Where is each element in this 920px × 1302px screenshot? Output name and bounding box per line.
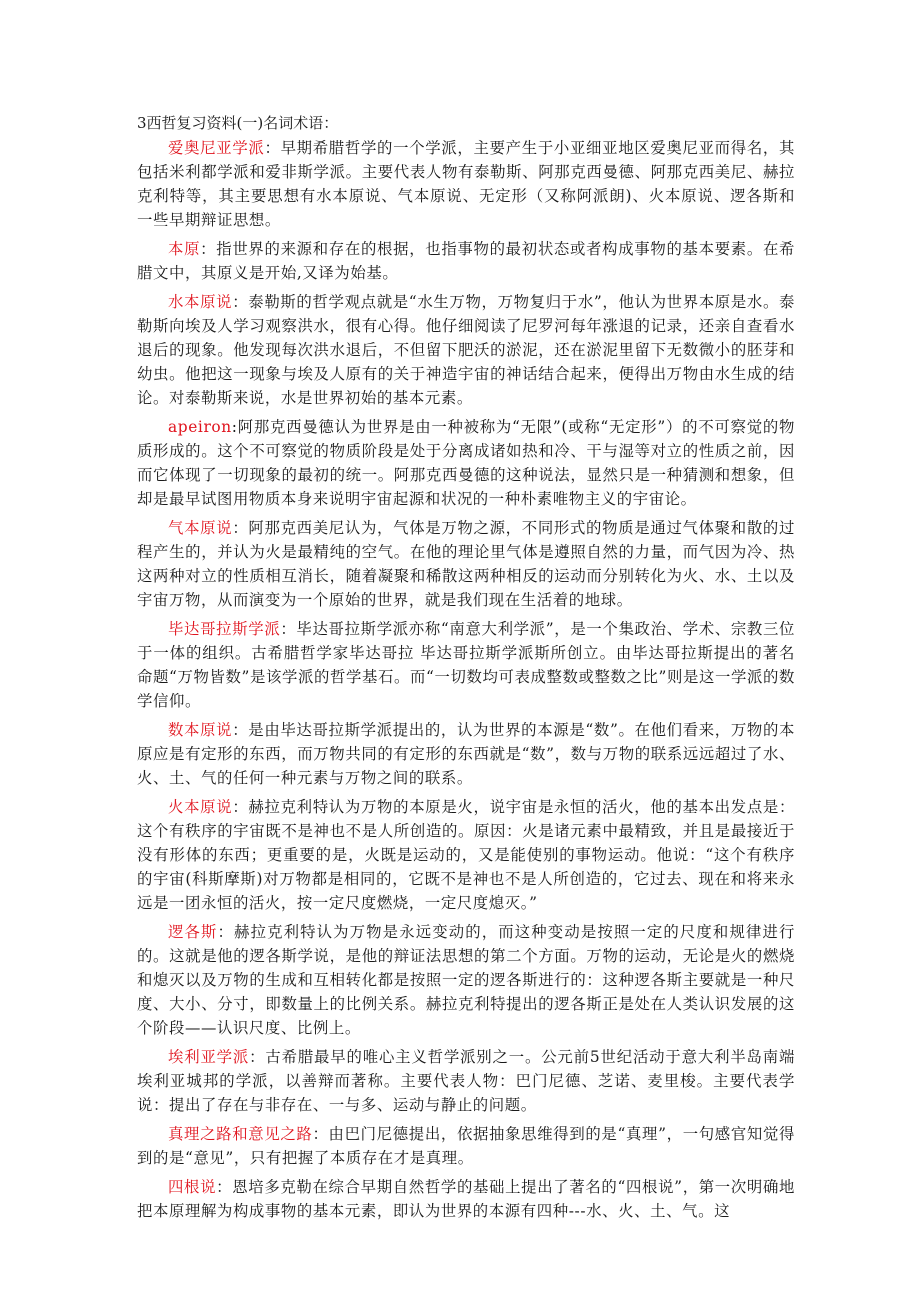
term-label: 爱奥尼亚学派 [168, 139, 265, 157]
definition-entry [137, 1122, 795, 1170]
entry-list [137, 136, 795, 1223]
term-definition: ：毕达哥拉斯学派亦称“南意大利学派”，是一个集政治、学术、宗教三位于一体的组织。古希腊哲学家毕达哥拉 毕达哥拉斯学派斯所创立。由毕达哥拉斯提出的著名命题“万物皆数”是该学派的哲学基石。而“一切数均可表成整数或整数之比”则是这一学派的数学信仰。 [137, 620, 795, 710]
term-label: 数本原说 [168, 721, 233, 739]
definition-entry [137, 795, 795, 915]
term-label: 本原 [168, 240, 201, 258]
definition-entry [137, 237, 795, 285]
term-definition: ：古希腊最早的唯心主义哲学派别之一。公元前5世纪活动于意大利半岛南端埃利亚城邦的学派，以善辩而著称。主要代表人物：巴门尼德、芝诺、麦里梭。主要代表学说：提出了存在与非存在、一与多、运动与静止的问题。 [137, 1048, 795, 1114]
definition-entry [137, 516, 795, 612]
term-definition: ：由巴门尼德提出，依据抽象思维得到的是“真理”，一句感官知觉得到的是“意见”，只有把握了本质存在才是真理。 [137, 1125, 795, 1167]
term-definition: ：赫拉克利特认为万物是永远变动的，而这种变动是按照一定的尺度和规律进行的。这就是他的逻各斯学说，是他的辩证法思想的第二个方面。万物的运动，无论是火的燃烧和熄灭以及万物的生成和互相转化都是按照一定的逻各斯进行的：这种逻各斯主要就是一种尺度、大小、分寸，即数量上的比例关系。赫拉克利特提出的逻各斯正是处在人类认识发展的这个阶段——认识尺度、比例上。 [137, 923, 795, 1037]
definition-entry [137, 290, 795, 410]
term-label: 逻各斯 [168, 923, 218, 941]
document-page [137, 112, 795, 1228]
term-label: 真理之路和意见之路 [168, 1125, 313, 1143]
term-label: 气本原说 [168, 519, 233, 537]
definition-entry [137, 415, 795, 511]
term-definition: ：是由毕达哥拉斯学派提出的，认为世界的本源是“数”。在他们看来，万物的本原应是有定形的东西，而万物共同的有定形的东西就是“数”，数与万物的联系远远超过了水、火、土、气的任何一种元素与万物之间的联系。 [137, 721, 795, 787]
term-label: 火本原说 [168, 798, 233, 816]
term-label: 四根说 [168, 1178, 217, 1196]
definition-entry [137, 1045, 795, 1117]
term-definition: ：泰勒斯的哲学观点就是“水生万物，万物复归于水”，他认为世界本原是水。泰勒斯向埃及人学习观察洪水，很有心得。他仔细阅读了尼罗河每年涨退的记录，还亲自查看水退后的现象。他发现每次洪水退后，不但留下肥沃的淤泥，还在淤泥里留下无数微小的胚芽和幼虫。他把这一现象与埃及人原有的关于神造宇宙的神话结合起来，便得出万物由水生成的结论。对泰勒斯来说，水是世界初始的基本元素。 [137, 293, 795, 407]
document-title: 3西哲复习资料(一)名词术语： [137, 114, 339, 132]
term-definition: ：阿那克西美尼认为，气体是万物之源，不同形式的物质是通过气体聚和散的过程产生的，并认为火是最精纯的空气。在他的理论里气体是遵照自然的力量，而气因为冷、热这两种对立的性质相互消长，随着凝聚和稀散这两种相反的运动而分别转化为火、水、土以及宇宙万物，从而演变为一个原始的世界，就是我们现在生活着的地球。 [137, 519, 795, 609]
definition-entry [137, 136, 795, 232]
term-label: 水本原说 [168, 293, 233, 311]
definition-entry [137, 920, 795, 1040]
term-definition: ：指世界的来源和存在的根据，也指事物的最初状态或者构成事物的基本要素。在希腊文中，其原义是开始,又译为始基。 [137, 240, 796, 282]
term-label: 埃利亚学派 [168, 1048, 250, 1066]
definition-entry [137, 617, 795, 713]
term-definition: ：恩培多克勒在综合早期自然哲学的基础上提出了著名的“四根说”，第一次明确地把本原理解为构成事物的基本元素，即认为世界的本源有四种---水、火、土、气。这 [137, 1178, 796, 1220]
term-definition: :阿那克西曼德认为世界是由一种被称为“无限”(或称“无定形”）的不可察觉的物质形成的。这个不可察觉的物质阶段是处于分离成诸如热和冷、干与湿等对立的性质之前，因而它体现了一切现象的最初的统一。阿那克西曼德的这种说法，显然只是一种猜测和想象，但却是最早试图用物质本身来说明宇宙起源和状况的一种朴素唯物主义的宇宙论。 [137, 418, 795, 508]
definition-entry [137, 718, 795, 790]
term-label: 毕达哥拉斯学派 [168, 620, 281, 638]
term-label: apeiron [168, 418, 232, 436]
term-definition: ：早期希腊哲学的一个学派，主要产生于小亚细亚地区爱奥尼亚而得名，其包括米利都学派和爱非斯学派。主要代表人物有泰勒斯、阿那克西曼德、阿那克西美尼、赫拉克利特等，其主要思想有水本原说、气本原说、无定形（又称阿派朗)、火本原说、逻各斯和一些早期辩证思想。 [137, 139, 795, 229]
definition-entry [137, 1175, 795, 1223]
term-definition: ：赫拉克利特认为万物的本原是火，说宇宙是永恒的活火，他的基本出发点是：这个有秩序的宇宙既不是神也不是人所创造的。原因：火是诸元素中最精致，并且是最接近于没有形体的东西；更重要的是，火既是运动的，又是能使别的事物运动。他说：“这个有秩序的宇宙(科斯摩斯)对万物都是相同的，它既不是神也不是人所创造的，它过去、现在和将来永远是一团永恒的活火，按一定尺度燃烧，一定尺度熄灭。” [137, 798, 795, 912]
